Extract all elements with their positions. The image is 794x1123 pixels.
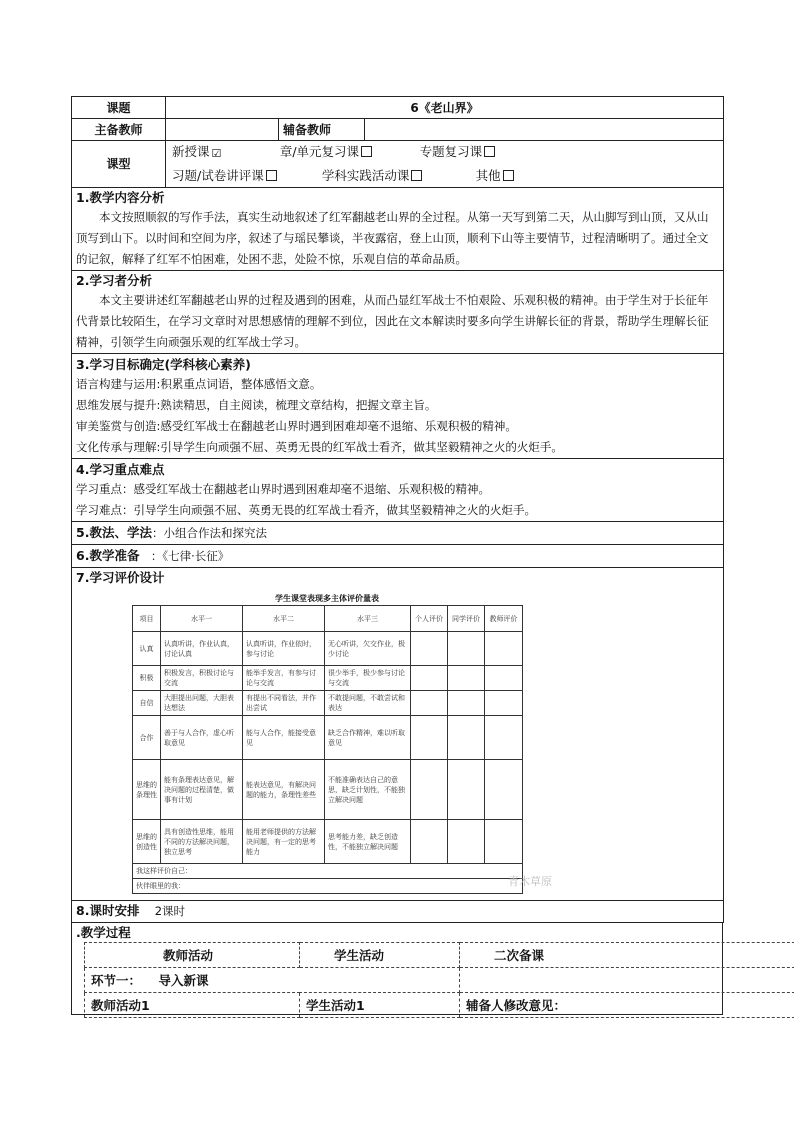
eval-score-cell[interactable] bbox=[485, 760, 523, 820]
section-text: ：小组合作法和探究法 bbox=[151, 525, 267, 540]
lesson-plan-table bbox=[71, 96, 724, 923]
eval-score-cell[interactable] bbox=[411, 632, 448, 666]
section-schedule bbox=[72, 901, 724, 923]
section-content-analysis bbox=[72, 188, 724, 271]
eval-footer-self: 我这样评价自己： bbox=[133, 864, 523, 879]
evaluation-scan bbox=[132, 591, 552, 894]
eval-score-cell[interactable] bbox=[411, 716, 448, 760]
eval-score-cell[interactable] bbox=[411, 691, 448, 716]
section-learning-goals bbox=[72, 354, 724, 459]
option-practice-activity[interactable]: 学科实践活动课 bbox=[322, 165, 472, 187]
eval-cell: 能与人合作，能接受意见 bbox=[243, 716, 325, 760]
section-title: 1.教学内容分析 bbox=[76, 190, 165, 205]
eval-score-cell[interactable] bbox=[485, 820, 523, 864]
table-row bbox=[133, 632, 523, 666]
goal-line: 审美鉴赏与创造:感受红军战士在翻越老山界时遇到困难却毫不退缩、乐观积极的精神。 bbox=[76, 418, 517, 433]
section-title: 5.教法、学法 bbox=[76, 524, 152, 540]
eval-score-cell[interactable] bbox=[411, 820, 448, 864]
eval-score-cell[interactable] bbox=[448, 666, 485, 691]
eval-score-cell[interactable] bbox=[485, 632, 523, 666]
evaluation-table bbox=[132, 605, 523, 894]
eval-header: 项目 bbox=[133, 606, 161, 632]
eval-cell: 认真听讲，作业依时，参与讨论 bbox=[243, 632, 325, 666]
checkbox-icon[interactable] bbox=[503, 170, 514, 181]
bottom-border bbox=[71, 1014, 723, 1015]
key-point-line: 学习重点：感受红军战士在翻越老山界时遇到困难却毫不退缩、乐观积极的精神。 bbox=[76, 481, 490, 496]
main-teacher-value[interactable] bbox=[166, 119, 279, 141]
option-unit-review[interactable]: 章/单元复习课 bbox=[280, 141, 416, 163]
table-row bbox=[133, 820, 523, 864]
eval-header: 水平一 bbox=[161, 606, 243, 632]
eval-cell: 积极发言，积极讨论与交流 bbox=[161, 666, 243, 691]
type-options-row1 bbox=[172, 141, 719, 165]
section-learner-analysis bbox=[72, 271, 724, 354]
section-methods bbox=[72, 522, 724, 545]
goal-line: 语言构建与运用:积累重点词语，整体感悟文意。 bbox=[76, 376, 322, 391]
section-text: 本文主要讲述红军翻越老山界的过程及遇到的困难，从而凸显红军战士不怕艰险、乐观积极的精神。由于学生对于长征年代背景比较陌生，在学习文章时对思想感情的理解不到位，因此在文本解读时要多向学生讲解长征的背景，帮助学生理解长征精神，引领学生向顽强乐观的红军战士学习。 bbox=[76, 293, 709, 349]
section-title: 2.学习者分析 bbox=[76, 273, 152, 288]
assist-teacher-value[interactable] bbox=[365, 119, 724, 141]
topic-value: 6《老山界》 bbox=[166, 97, 724, 119]
eval-cell: 认真听讲，作业认真，讨论认真 bbox=[161, 632, 243, 666]
type-options bbox=[166, 141, 724, 188]
process-step-empty[interactable] bbox=[460, 968, 794, 993]
eval-header: 水平二 bbox=[243, 606, 325, 632]
eval-score-cell[interactable] bbox=[411, 666, 448, 691]
key-point-line: 学习难点：引导学生向顽强不屈、英勇无畏的红军战士看齐，做其坚毅精神之火的火炬手。 bbox=[76, 502, 536, 517]
eval-score-cell[interactable] bbox=[448, 691, 485, 716]
eval-cell: 很少举手，极少参与讨论与交流 bbox=[325, 666, 411, 691]
section-text: 本文按照顺叙的写作手法，真实生动地叙述了红军翻越老山界的全过程。从第一天写到第二天，从山脚写到山顶，又从山顶写到山下。以时间和空间为序，叙述了与瑶民攀谈，半夜露宿，登上山顶，顺利下山等主要情节，过程清晰明了。通过全文的记叙，解释了红军不怕困难，处困不悲，处险不惊，乐观自信的革命品质。 bbox=[76, 210, 709, 266]
eval-cell: 思考能力差，缺乏创造性，不能独立解决问题 bbox=[325, 820, 411, 864]
evaluation-title: 学生课堂表现多主体评价量表 bbox=[275, 593, 379, 603]
checked-box-icon[interactable]: ☑ bbox=[211, 147, 222, 160]
eval-score-cell[interactable] bbox=[485, 716, 523, 760]
section-preparation bbox=[72, 545, 724, 568]
section-process bbox=[71, 923, 723, 1015]
eval-header: 个人评价 bbox=[411, 606, 448, 632]
eval-score-cell[interactable] bbox=[448, 760, 485, 820]
process-table bbox=[84, 942, 794, 1018]
eval-cell: 能有条理表达意见，解决问题的过程清楚，做事有计划 bbox=[161, 760, 243, 820]
table-row bbox=[133, 666, 523, 691]
watermark: 青木草原 bbox=[508, 875, 552, 888]
eval-header: 同学评价 bbox=[448, 606, 485, 632]
table-row bbox=[133, 691, 523, 716]
eval-cell: 能举手发言，有参与讨论与交流 bbox=[243, 666, 325, 691]
eval-cell: 不敢提问题，不敢尝试和表达 bbox=[325, 691, 411, 716]
topic-label: 课题 bbox=[72, 97, 166, 119]
process-header: 学生活动 bbox=[300, 943, 460, 968]
eval-score-cell[interactable] bbox=[448, 716, 485, 760]
eval-cell: 具有创造性思维，能用不同的方法解决问题，独立思考 bbox=[161, 820, 243, 864]
type-options-row2 bbox=[172, 165, 719, 187]
table-row bbox=[133, 716, 523, 760]
eval-row-label: 自信 bbox=[133, 691, 161, 716]
eval-cell: 有提出不同看法，并作出尝试 bbox=[243, 691, 325, 716]
option-topic-review[interactable]: 专题复习课 bbox=[420, 141, 496, 163]
eval-cell: 无心听讲，欠交作业，极少讨论 bbox=[325, 632, 411, 666]
lesson-plan-document bbox=[71, 96, 723, 1015]
step-label: 环节一： bbox=[91, 973, 142, 988]
eval-score-cell[interactable] bbox=[485, 691, 523, 716]
checkbox-icon[interactable] bbox=[411, 170, 422, 181]
section-title: 7.学习评价设计 bbox=[76, 570, 165, 585]
section-title: 3.学习目标确定(学科核心素养) bbox=[76, 356, 251, 372]
option-other[interactable]: 其他 bbox=[476, 165, 514, 187]
eval-cell: 缺乏合作精神，难以听取意见 bbox=[325, 716, 411, 760]
process-header: 二次备课 bbox=[460, 943, 794, 968]
process-cell: 教师活动1 bbox=[85, 993, 300, 1018]
section-title: 4.学习重点难点 bbox=[76, 461, 165, 477]
section-title: .教学过程 bbox=[76, 925, 131, 940]
section-title: 8.课时安排 bbox=[76, 903, 140, 918]
eval-row-label: 思维的创造性 bbox=[133, 820, 161, 864]
eval-header: 教师评价 bbox=[485, 606, 523, 632]
section-key-points bbox=[72, 459, 724, 522]
eval-row-label: 积极 bbox=[133, 666, 161, 691]
section-text: ：《七律·长征》 bbox=[150, 548, 230, 563]
process-step bbox=[85, 968, 460, 993]
goal-line: 文化传承与理解:引导学生向顽强不屈、英勇无畏的红军战士看齐，做其坚毅精神之火的火炬手。 bbox=[76, 439, 563, 454]
eval-row-label: 思维的条理性 bbox=[133, 760, 161, 820]
eval-cell: 能用老师提供的方法解决问题，有一定的思考能力 bbox=[243, 820, 325, 864]
checkbox-icon[interactable] bbox=[484, 146, 495, 157]
eval-header: 水平三 bbox=[325, 606, 411, 632]
section-text: 2课时 bbox=[154, 904, 186, 918]
eval-row-label: 合作 bbox=[133, 716, 161, 760]
option-new-lesson[interactable]: 新授课 ☑ bbox=[172, 141, 276, 165]
eval-cell: 不能准确表达自己的意思，缺乏计划性，不能独立解决问题 bbox=[325, 760, 411, 820]
eval-cell: 能表达意见，有解决问题的能力，条理性差些 bbox=[243, 760, 325, 820]
process-cell: 学生活动1 bbox=[300, 993, 460, 1018]
section-title: 6.教学准备 bbox=[76, 547, 140, 563]
eval-row-label: 认真 bbox=[133, 632, 161, 666]
eval-score-cell[interactable] bbox=[448, 820, 485, 864]
checkbox-icon[interactable] bbox=[361, 146, 372, 157]
step-value: 导入新课 bbox=[158, 973, 209, 988]
eval-footer-peer: 伙伴眼里的我： bbox=[133, 879, 523, 894]
section-evaluation bbox=[72, 568, 724, 901]
process-cell: 辅备人修改意见： bbox=[460, 993, 794, 1018]
eval-cell: 善于与人合作，虚心听取意见 bbox=[161, 716, 243, 760]
eval-cell: 大胆提出问题，大胆表达想法 bbox=[161, 691, 243, 716]
checkbox-icon[interactable] bbox=[266, 170, 277, 181]
eval-score-cell[interactable] bbox=[448, 632, 485, 666]
assist-teacher-label: 辅备教师 bbox=[279, 119, 365, 141]
process-header: 教师活动 bbox=[85, 943, 300, 968]
main-teacher-label: 主备教师 bbox=[72, 119, 166, 141]
eval-score-cell[interactable] bbox=[411, 760, 448, 820]
type-label: 课型 bbox=[72, 141, 166, 188]
eval-score-cell[interactable] bbox=[485, 666, 523, 691]
goal-line: 思维发展与提升:熟读精思，自主阅读，梳理文章结构，把握文章主旨。 bbox=[76, 397, 437, 412]
table-row bbox=[133, 760, 523, 820]
option-exercise-review[interactable]: 习题/试卷讲评课 bbox=[172, 165, 318, 187]
